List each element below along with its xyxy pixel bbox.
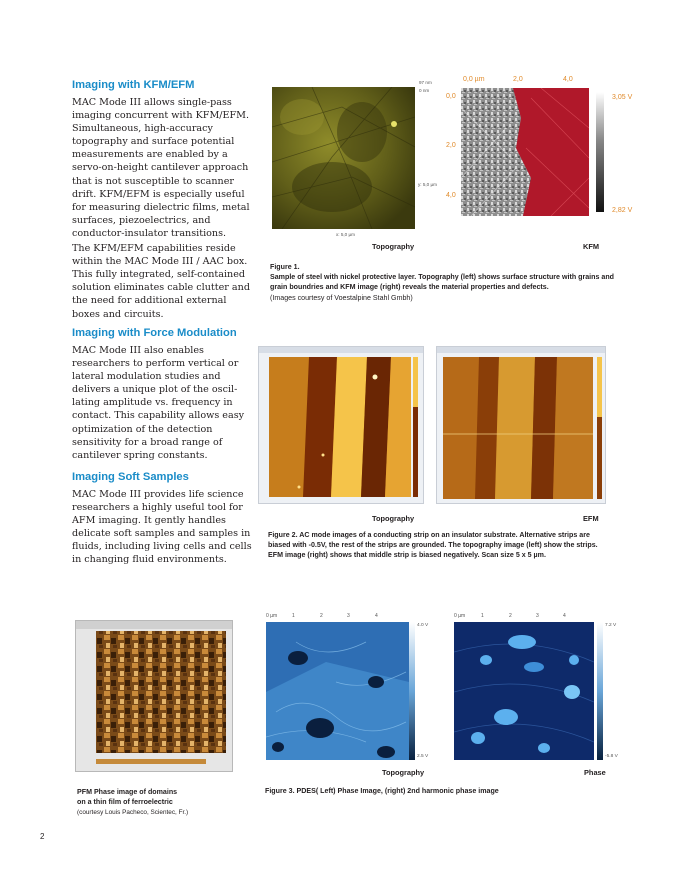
figure1-kfm-image	[461, 88, 589, 216]
figure1-caption-text: Sample of steel with nickel protective layer. Topography (left) shows surface structure with grains and grain boundries and KFM image (right) reveals the material properties and defects.	[270, 273, 614, 292]
section-heading: Imaging with KFM/EFM	[72, 79, 195, 91]
pfm-caption-line2: on a thin film of ferroelectric	[77, 798, 173, 807]
figure1-caption	[270, 262, 615, 303]
figure2-topography-image	[258, 346, 424, 504]
section-paragraph: MAC Mode III provides life science researchers a highly useful tool for AFM imaging. It gently handles delicate soft samples and samples in fluids, including living cells and cells in changing fluid environments.	[72, 489, 252, 566]
figure1-label-left: Topography	[372, 242, 415, 251]
fig3-right-colorbar	[597, 622, 603, 760]
topo-y-size: y: 5,0 µm	[418, 182, 437, 187]
section-soft-samples	[72, 470, 252, 567]
fig3-right-x-tick: 1	[481, 613, 484, 619]
pfm-caption-line1: PFM Phase image of domains	[77, 788, 178, 796]
figure3-caption: Figure 3. PDES( Left) Phase Image, (right) 2nd harmonic phase image	[265, 787, 499, 795]
pfm-caption-credit: (courtesy Louis Pacheco, Scientec, Fr.)	[77, 809, 189, 817]
topo-scale-bottom: 0 nm	[419, 88, 430, 93]
fig3-left-scale-bottom: 2.5 V	[417, 754, 429, 759]
kfm-y-tick: 4,0	[446, 192, 456, 199]
figure3-label-left: Topography	[382, 768, 425, 777]
fig3-left-x-tick: 4	[375, 613, 378, 619]
kfm-scale-top: 3,05 V	[612, 94, 633, 101]
fig3-right-scale-bottom: -5.8 V	[605, 754, 618, 759]
fig3-right-x-tick: 4	[563, 613, 566, 619]
figure2-label-right: EFM	[583, 514, 599, 523]
section-heading: Imaging with Force Modulation	[72, 327, 237, 339]
kfm-y-tick: 2,0	[446, 142, 456, 149]
kfm-x-tick: 0,0 µm	[463, 76, 485, 83]
kfm-colorbar	[596, 92, 604, 212]
fig3-right-x-tick: 2	[509, 613, 512, 619]
fig3-left-x-tick: 0 µm	[266, 613, 278, 619]
figure2-efm-image	[436, 346, 606, 504]
section-paragraph: MAC Mode III also enables researchers to perform vertical or lateral modulation studies and delivers a unique plot of the oscil-lating amplitude vs. frequency in contact. This capability allows easy optimization of the detection sensitivity for a broad range of cantilever spring constants.	[72, 345, 245, 461]
fig3-left-x-tick: 2	[320, 613, 323, 619]
kfm-x-tick: 4,0	[563, 76, 573, 83]
fig3-left-scale-top: 4.0 V	[417, 623, 429, 628]
pfm-caption	[77, 787, 247, 819]
section-kfm	[72, 78, 252, 321]
topo-x-size: x: 5,0 µm	[336, 232, 355, 237]
fig3-right-x-tick: 3	[536, 613, 539, 619]
section-paragraph: MAC Mode III allows single-pass imaging concurrent with KFM/EFM. Simultaneous, high-accuracy topography and surface potential measurements are enabled by a servo-on-height cantilever approach that is not susceptible to scanner drift. KFM/EFM is especially useful for measuring dielectric films, metal surfaces, piezoelectrics, and conductor-insulator transitions.	[72, 97, 250, 239]
fig3-left-x-tick: 1	[292, 613, 295, 619]
figure1-topography-image	[272, 87, 415, 229]
page-number: 2	[40, 832, 45, 841]
kfm-scale-bottom: 2,82 V	[612, 207, 633, 214]
section-force-modulation	[72, 326, 252, 462]
figure2-caption: Figure 2. AC mode images of a conducting strip on an insulator substrate. Alternative strips are biased with -0.5V, the rest of the strips are grounded. The topography image (left) show the strips. EFM image (right) shows that middle strip is biased negatively. Scan size 5 x 5 µm.	[268, 531, 598, 560]
figure3-label-right: Phase	[584, 768, 606, 777]
figure3-topography-image	[266, 622, 409, 760]
topo-scale-top: 97 nm	[419, 80, 432, 85]
figure3-phase-image	[454, 622, 594, 760]
fig3-left-x-tick: 3	[347, 613, 350, 619]
fig3-right-scale-top: 7.2 V	[605, 623, 617, 628]
kfm-x-tick: 2,0	[513, 76, 523, 83]
pfm-phase-image	[75, 620, 233, 772]
fig3-left-colorbar	[409, 622, 415, 760]
kfm-y-tick: 0,0	[446, 93, 456, 100]
figure1-caption-credit: (Images courtesy of Voestalpine Stahl Gmbh)	[270, 293, 413, 302]
figure1-caption-title: Figure 1.	[270, 263, 300, 271]
section-paragraph: The KFM/EFM capabilities reside within the MAC Mode III / AAC box. This fully integrated, self-contained solution eliminates cable clutter and the need for additional external boxes and circuits.	[72, 243, 250, 320]
section-heading: Imaging Soft Samples	[72, 471, 189, 483]
fig3-right-x-tick: 0 µm	[454, 613, 466, 619]
figure1-label-right: KFM	[583, 242, 600, 251]
figure2-label-left: Topography	[372, 514, 415, 523]
